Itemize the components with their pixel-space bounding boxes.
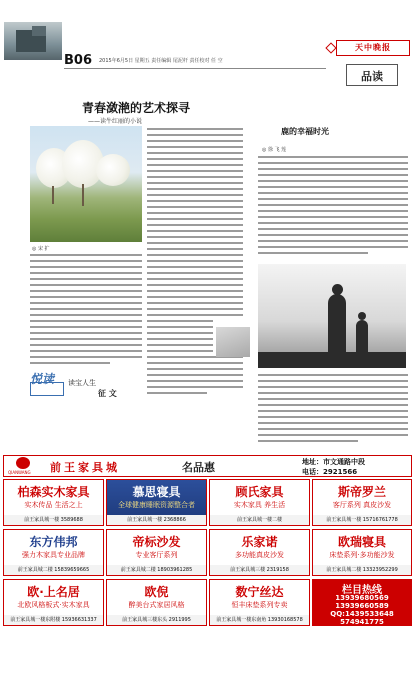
header-divider [64, 68, 326, 69]
ad-cell [209, 529, 310, 576]
top-banner-ad [3, 455, 412, 477]
right-article-photo [258, 264, 406, 368]
store-address: 地址：市文通路中段 [302, 458, 365, 466]
ad-contact: 前王家具城三楼 2319158 [210, 565, 309, 575]
ad-slogan: 专业客厅系列 [135, 551, 178, 559]
photo-caption: ◎ 宋 扩 [32, 246, 50, 252]
ad-slogan: 强力木家具专业品牌 [22, 551, 85, 559]
ad-cell [209, 479, 310, 526]
ad-slogan: 客厅系列 真皮沙发 [332, 501, 392, 509]
section-label: 品读 [361, 70, 383, 83]
hotline-box [312, 579, 412, 626]
ad-contact: 前王家具城二楼 13323952299 [313, 565, 411, 575]
ad-name: 欧倪 [144, 585, 169, 599]
column-badge [30, 370, 142, 398]
ad-cell [312, 479, 412, 526]
ad-cell [3, 529, 104, 576]
ad-contact: 前王家具城一楼 2368866 [107, 515, 206, 525]
ad-cell [3, 479, 104, 526]
ad-name: 斯帝罗兰 [337, 485, 386, 499]
ad-cell [3, 579, 104, 626]
badge-subtitle: 读宝人生 [68, 379, 96, 387]
ad-name: 数宁丝达 [235, 585, 284, 599]
inline-author-photo [216, 327, 250, 357]
ad-contact: 前王家具城三楼东头 2911995 [107, 615, 206, 625]
ad-name: 柏森实木家具 [17, 485, 90, 499]
ad-contact: 前王家具城一楼东南角 13930168578 [210, 615, 309, 625]
hotline-qq: QQ:1439533648 [330, 610, 394, 618]
hotline-phone: 13939660589 [335, 602, 389, 610]
ad-slogan: 全球健康睡眠资源整合者 [118, 501, 195, 509]
masthead-brand [336, 40, 410, 56]
page-number: B06 [64, 53, 92, 68]
badge-author: 征 文 [98, 389, 117, 398]
ad-slogan: 床垫系列·多功能沙发 [329, 551, 395, 559]
ad-slogan: 北欧风格板式·实木家具 [17, 601, 90, 609]
brand-label: 天中晚报 [355, 43, 391, 52]
article-photo [30, 126, 142, 242]
advertisement-block [3, 455, 412, 677]
ad-contact: 前王家具城二楼 18903961285 [107, 565, 206, 575]
right-article-title: 鹿的幸福时光 [281, 127, 329, 136]
badge-kicker: 悦读 [30, 372, 55, 386]
ad-name: 顾氏家具 [235, 485, 284, 499]
ad-slogan: 实木传品 生活之上 [24, 501, 83, 509]
ad-cell [106, 479, 207, 526]
right-article-author: ◎ 徐 飞 莲 [262, 147, 287, 153]
hotline-phone: 574941775 [340, 618, 384, 626]
article-title: 青春潋滟的艺术探寻 [81, 101, 190, 115]
page-meta: 2015年6月5日 星期五 责任编辑 尾泥杆 责任校对 任 空 [99, 58, 223, 64]
ad-name: 慕思寝具 [132, 485, 181, 499]
ad-name: 欧瑞寝具 [337, 535, 386, 549]
ad-name: 欧·上名居 [27, 585, 80, 599]
ad-cell [209, 579, 310, 626]
ad-slogan: 多功能真皮沙发 [235, 551, 284, 559]
ad-name: 东方伟邦 [29, 535, 78, 549]
store-tel: 电话：2921566 [302, 468, 358, 476]
ad-contact: 前王家具城二楼 15839659665 [4, 565, 103, 575]
ad-contact: 前王家具城一楼 3589688 [4, 515, 103, 525]
ad-slogan: 实木家具 养生活 [233, 501, 286, 509]
ad-slogan: 醉美台式家居风格 [128, 601, 185, 609]
header-photo [4, 22, 62, 60]
ad-slogan: 恒丰床垫系列专卖 [231, 601, 288, 609]
ad-cell [106, 579, 207, 626]
store-name: 前王家具城 [50, 461, 120, 474]
article-subtitle: ——读牛红丽的小说 [88, 118, 143, 125]
qianwang-logo-icon [8, 457, 38, 475]
section-label-box [346, 64, 398, 86]
ad-cell [312, 529, 412, 576]
hotline-phone: 13939680569 [335, 594, 389, 602]
store-tagline: 名品惠 [182, 461, 215, 474]
ad-contact: 前王家具城一楼二楼 [210, 515, 309, 525]
hotline-title: 栏目热线 [342, 585, 382, 596]
ad-grid [3, 479, 412, 677]
logo-text: QIANWANG [8, 470, 31, 475]
ad-contact: 前王家具城一楼东附楼 15936631337 [4, 615, 103, 625]
ad-name: 乐家诺 [241, 535, 278, 549]
ad-contact: 前王家具城一楼 15716761778 [313, 515, 411, 525]
ad-name: 帝标沙发 [132, 535, 181, 549]
ad-cell [106, 529, 207, 576]
